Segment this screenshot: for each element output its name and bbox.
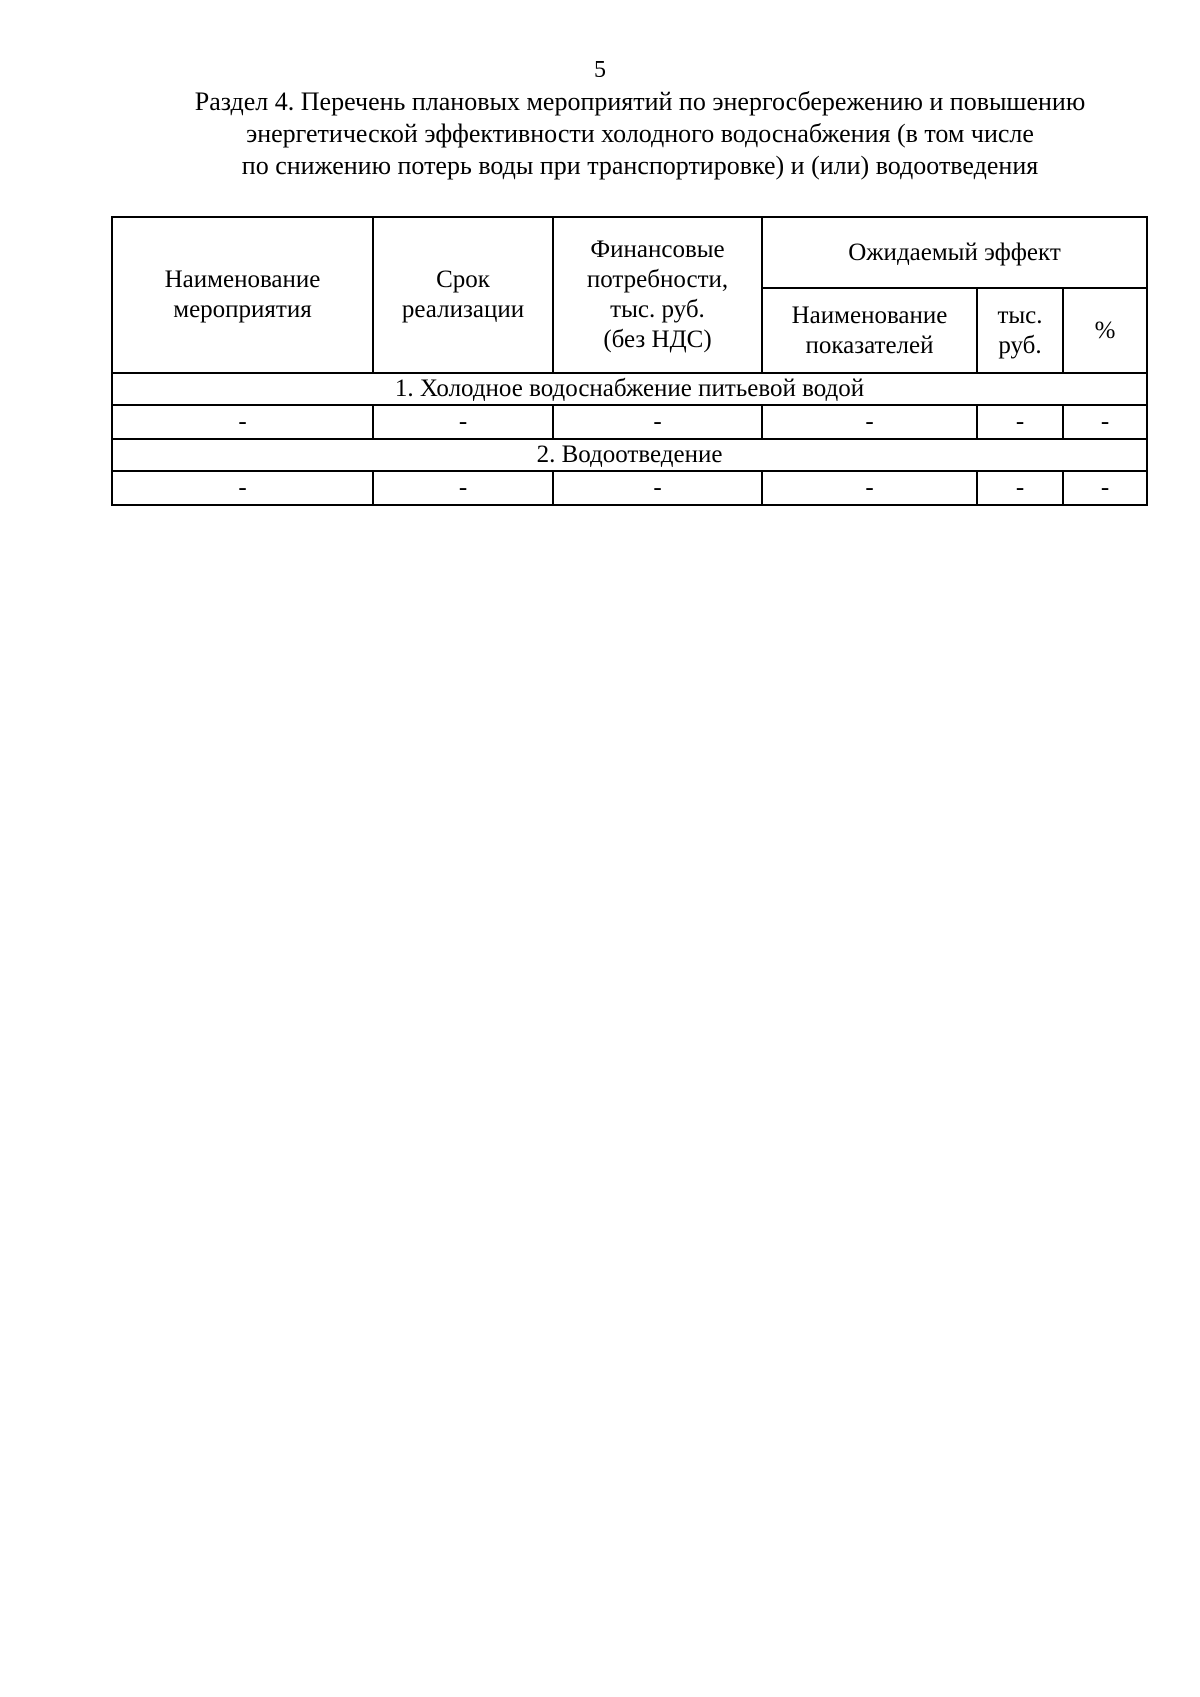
section-title-line-1: Раздел 4. Перечень плановых мероприятий по энергосбережению и повышению <box>194 87 1086 116</box>
cell-finance: - <box>553 405 762 439</box>
measures-table <box>111 216 1148 506</box>
cell-indicators: - <box>762 471 977 505</box>
header-indicators: Наименование показателей <box>762 288 977 373</box>
cell-thousand-rub: - <box>977 405 1063 439</box>
section-title <box>110 86 1170 182</box>
section-row-wastewater <box>112 439 1147 471</box>
header-row-1 <box>112 217 1147 288</box>
section-title-water-supply: 1. Холодное водоснабжение питьевой водой <box>112 373 1147 405</box>
table-row <box>112 471 1147 505</box>
section-title-wastewater: 2. Водоотведение <box>112 439 1147 471</box>
header-finance: Финансовые потребности, тыс. руб. (без НДС) <box>553 217 762 373</box>
page-number: 5 <box>594 57 606 83</box>
cell-measure-name: - <box>112 471 373 505</box>
cell-percent: - <box>1063 471 1147 505</box>
header-expected-effect: Ожидаемый эффект <box>762 217 1147 288</box>
cell-thousand-rub: - <box>977 471 1063 505</box>
section-title-line-2: энергетической эффективности холодного водоснабжения (в том числе <box>246 119 1034 148</box>
table-row <box>112 405 1147 439</box>
cell-term: - <box>373 471 553 505</box>
header-percent: % <box>1063 288 1147 373</box>
section-title-line-3: по снижению потерь воды при транспортировке) и (или) водоотведения <box>241 151 1039 180</box>
cell-finance: - <box>553 471 762 505</box>
section-row-water-supply <box>112 373 1147 405</box>
header-measure-name: Наименование мероприятия <box>112 217 373 373</box>
cell-indicators: - <box>762 405 977 439</box>
cell-term: - <box>373 405 553 439</box>
cell-percent: - <box>1063 405 1147 439</box>
header-thousand-rub: тыс. руб. <box>977 288 1063 373</box>
header-term: Срок реализации <box>373 217 553 373</box>
cell-measure-name: - <box>112 405 373 439</box>
